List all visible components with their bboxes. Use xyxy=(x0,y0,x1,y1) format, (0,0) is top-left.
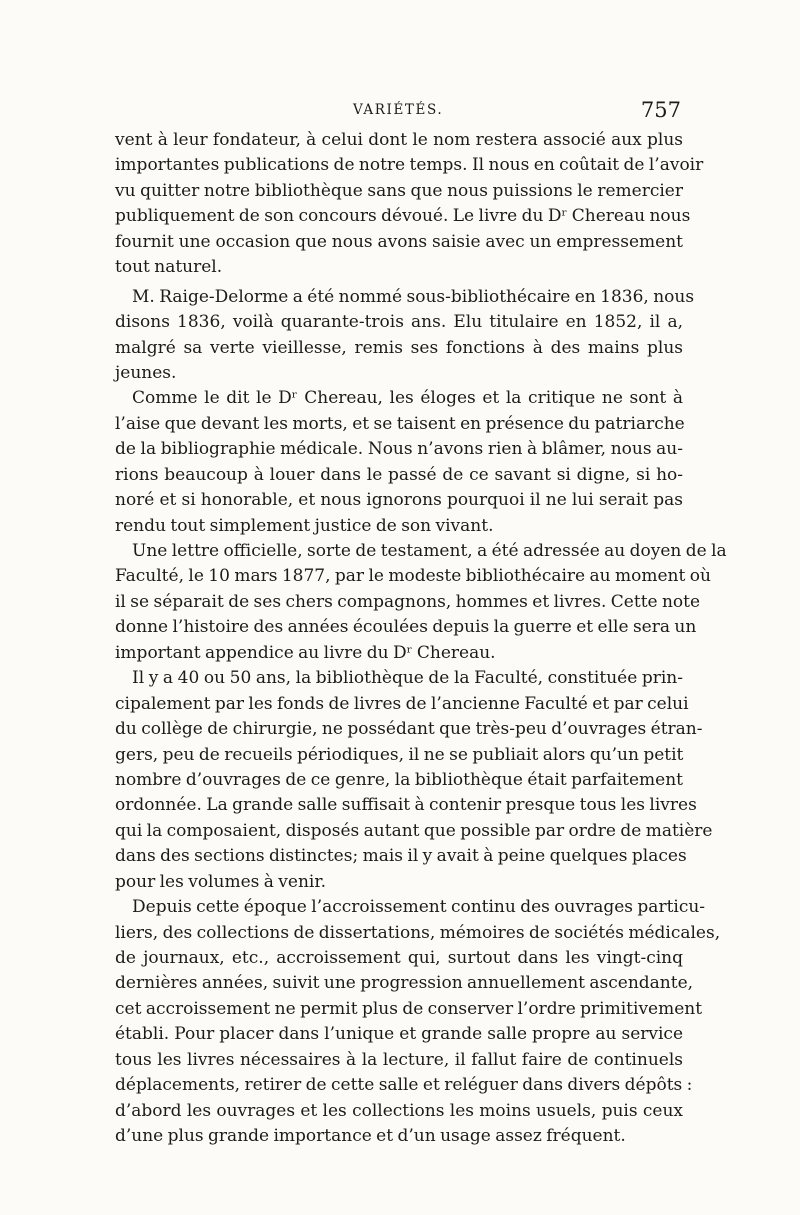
page-number: 757 xyxy=(640,98,681,122)
body-text xyxy=(115,128,727,1150)
text-line: Une lettre officielle, sorte de testament, a été adressée au doyen de la xyxy=(132,541,727,561)
text-line: noré et si honorable, et nous ignorons pourquoi il ne lui serait pas xyxy=(115,490,683,511)
text-line: d’une plus grande importance et d’un usage assez fréquent. xyxy=(115,1126,626,1147)
text-line: ordonnée. La grande salle suffisait à contenir presque tous les livres xyxy=(115,795,697,816)
running-title: VARIÉTÉS. xyxy=(353,102,444,118)
text-line: jeunes. xyxy=(115,362,177,383)
text-line: l’aise que devant les morts, et se taisent en présence du patriarche xyxy=(115,413,685,434)
text-line: malgré sa verte vieillesse, remis ses fonctions à des mains plus xyxy=(115,337,683,358)
page-header xyxy=(115,98,683,124)
text-line: donne l’histoire des années écoulées depuis la guerre et elle sera un xyxy=(115,617,697,638)
text-line: dans des sections distinctes; mais il y avait à peine quelques places xyxy=(115,846,687,867)
text-line: tout naturel. xyxy=(115,257,223,278)
text-line: cipalement par les fonds de livres de l’ancienne Faculté et par celui xyxy=(115,693,689,714)
text-line: Faculté, le 10 mars 1877, par le modeste bibliothécaire au moment où xyxy=(115,566,711,587)
text-line: tous les livres nécessaires à la lecture, il fallut faire de continuels xyxy=(115,1049,683,1070)
text-line: qui la composaient, disposés autant que possible par ordre de matière xyxy=(115,820,713,841)
text-line: important appendice au livre du Dʳ Chereau. xyxy=(115,642,496,663)
text-line: rendu tout simplement justice de son vivant. xyxy=(115,515,494,536)
text-line: rions beaucoup à louer dans le passé de ce savant si digne, si ho- xyxy=(115,464,683,485)
text-line: gers, peu de recueils périodiques, il ne se publiait alors qu’un petit xyxy=(115,744,684,765)
text-line: établi. Pour placer dans l’unique et grande salle propre au service xyxy=(115,1024,683,1045)
text-line: publiquement de son concours dévoué. Le livre du Dʳ Chereau nous xyxy=(115,206,691,227)
text-line: de la bibliographie médicale. Nous n’avons rien à blâmer, nous au- xyxy=(115,439,683,460)
text-line: Comme le dit le Dʳ Chereau, les éloges et la critique ne sont à xyxy=(132,388,683,409)
text-line: vent à leur fondateur, à celui dont le nom restera associé aux plus xyxy=(115,130,683,150)
text-line: Depuis cette époque l’accroissement continu des ouvrages particu- xyxy=(132,897,706,918)
text-line: du collège de chirurgie, ne possédant que très-peu d’ouvrages étran- xyxy=(115,719,703,740)
text-line: Il y a 40 ou 50 ans, la bibliothèque de la Faculté, constituée prin- xyxy=(132,668,683,689)
text-line: importantes publications de notre temps. Il nous en coûtait de l’avoir xyxy=(115,155,704,176)
text-line: cet accroissement ne permit plus de conserver l’ordre primitivement xyxy=(115,998,703,1019)
text-line: M. Raige-Delorme a été nommé sous-bibliothécaire en 1836, nous xyxy=(132,286,695,307)
text-line: vu quitter notre bibliothèque sans que nous puissions le remercier xyxy=(115,180,683,201)
text-line: disons 1836, voilà quarante-trois ans. Elu titulaire en 1852, il a, xyxy=(115,312,683,333)
text-line: nombre d’ouvrages de ce genre, la bibliothèque était parfaitement xyxy=(115,769,683,790)
text-line: pour les volumes à venir. xyxy=(115,871,327,892)
text-line: liers, des collections de dissertations, mémoires de sociétés médicales, xyxy=(115,922,721,943)
text-line: fournit une occasion que nous avons saisie avec un empressement xyxy=(115,231,683,252)
text-line: il se séparait de ses chers compagnons, hommes et livres. Cette note xyxy=(115,591,701,612)
text-line: de journaux, etc., accroissement qui, surtout dans les vingt-cinq xyxy=(115,948,683,968)
text-line: d’abord les ouvrages et les collections les moins usuels, puis ceux xyxy=(115,1100,683,1121)
text-line: déplacements, retirer de cette salle et reléguer dans divers dépôts : xyxy=(115,1075,693,1096)
text-line: dernières années, suivit une progression annuellement ascendante, xyxy=(115,973,694,994)
